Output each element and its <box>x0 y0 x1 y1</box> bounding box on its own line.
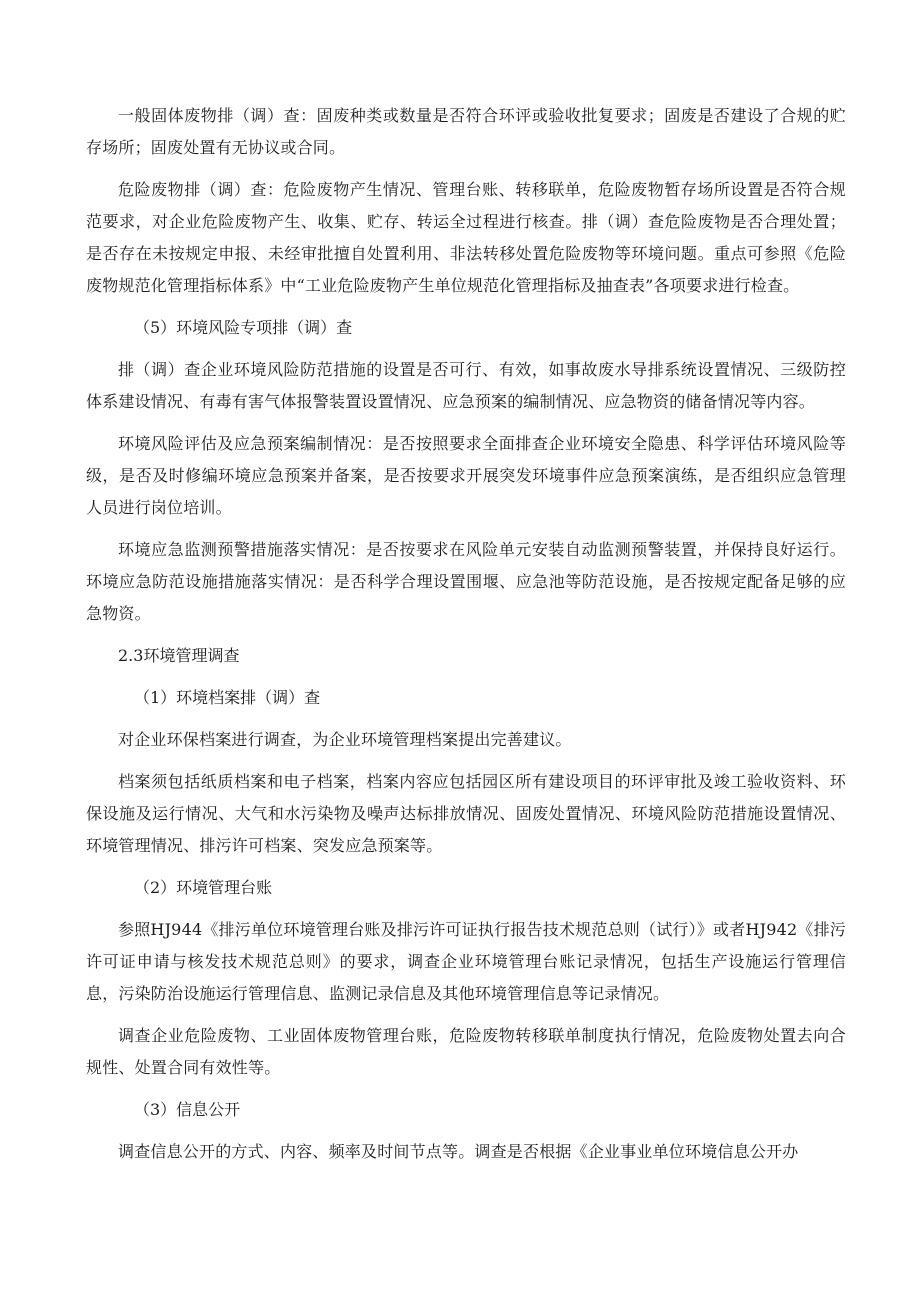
document-page <box>86 100 846 1178</box>
section-heading-disclosure: （3）信息公开 <box>134 1100 241 1119</box>
paragraph-ledger-standard: 参照HJ944《排污单位环境管理台账及排污许可证执行报告技术规范总则（试行）》或者HJ942《排污许可证申请与核发技术规范总则》的要求，调查企业环境管理台账记录情况，包括生产设施运行管理信息，污染防治设施运行管理信息、监测记录信息及其他环境管理信息等记录情况。 <box>86 920 846 1003</box>
section-heading-env-risk: （5）环境风险专项排（调）查 <box>134 318 353 337</box>
paragraph-emergency-monitoring: 环境应急监测预警措施落实情况：是否按要求在风险单元安装自动监测预警装置，并保持良好运行。环境应急防范设施措施落实情况：是否科学合理设置围堰、应急池等防范设施，是否按规定配备足够的应急物资。 <box>86 540 846 623</box>
paragraph-risk-measures: 排（调）查企业环境风险防范措施的设置是否可行、有效，如事故废水导排系统设置情况、三级防控体系建设情况、有毒有害气体报警装置设置情况、应急预案的编制情况、应急物资的储备情况等内容。 <box>86 360 846 411</box>
paragraph-risk-assessment: 环境风险评估及应急预案编制情况：是否按照要求全面排查企业环境安全隐患、科学评估环境风险等级，是否及时修编环境应急预案并备案，是否按要求开展突发环境事件应急预案演练，是否组织应急管理人员进行岗位培训。 <box>86 434 846 517</box>
paragraph-hazardous-waste: 危险废物排（调）查：危险废物产生情况、管理台账、转移联单，危险废物暂存场所设置是否符合规范要求，对企业危险废物产生、收集、贮存、转运全过程进行核查。排（调）查危险废物是否合理处置；是否存在未按规定申报、未经审批擅自处置利用、非法转移处置危险废物等环境问题。重点可参照《危险废物规范化管理指标体系》中“工业危险废物产生单位规范化管理指标及抽查表”各项要求进行检查。 <box>86 180 846 295</box>
paragraph-archives-intro: 对企业环保档案进行调查，为企业环境管理档案提出完善建议。 <box>118 730 572 749</box>
section-heading-env-management: 2.3环境管理调查 <box>118 646 240 665</box>
paragraph-disclosure: 调查信息公开的方式、内容、频率及时间节点等。调查是否根据《企业事业单位环境信息公开办 <box>118 1142 799 1161</box>
paragraph-archives-content: 档案须包括纸质档案和电子档案，档案内容应包括园区所有建设项目的环评审批及竣工验收资料、环保设施及运行情况、大气和水污染物及噪声达标排放情况、固废处置情况、环境风险防范措施设置情况、环境管理情况、排污许可档案、突发应急预案等。 <box>86 772 846 855</box>
section-heading-ledger: （2）环境管理台账 <box>134 878 273 897</box>
paragraph-general-solid-waste: 一般固体废物排（调）查：固废种类或数量是否符合环评或验收批复要求；固废是否建设了合规的贮存场所；固废处置有无协议或合同。 <box>86 106 846 157</box>
paragraph-ledger-hazardous: 调查企业危险废物、工业固体废物管理台账，危险废物转移联单制度执行情况，危险废物处置去向合规性、处置合同有效性等。 <box>86 1026 846 1077</box>
section-heading-archives: （1）环境档案排（调）查 <box>134 688 321 707</box>
